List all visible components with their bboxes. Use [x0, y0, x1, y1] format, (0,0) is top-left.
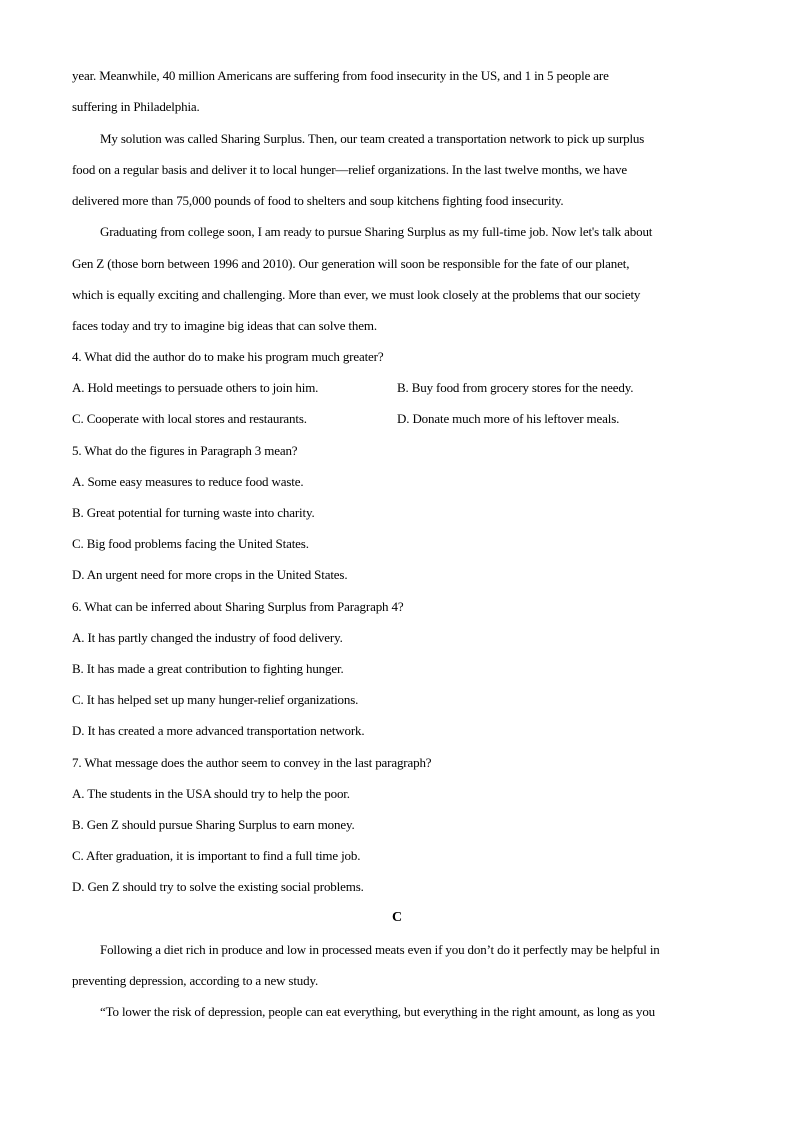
paragraph-line: year. Meanwhile, 40 million Americans are suffering from food insecurity in the US, and 1 in 5 people are — [72, 68, 609, 83]
paragraph-line: which is equally exciting and challenging. More than ever, we must look closely at the problems that our society — [72, 287, 641, 302]
option-d: D. Gen Z should try to solve the existing social problems. — [72, 879, 364, 894]
option-a: A. Hold meetings to persuade others to join him. — [72, 380, 319, 395]
paragraph-line: delivered more than 75,000 pounds of food to shelters and soup kitchens fighting food insecurity. — [72, 193, 564, 208]
paragraph-line: suffering in Philadelphia. — [72, 99, 200, 114]
option-c: C. Big food problems facing the United States. — [72, 536, 309, 551]
option-a: A. The students in the USA should try to help the poor. — [72, 786, 350, 801]
paragraph-line: Following a diet rich in produce and low in processed meats even if you don’t do it perfectly may be helpful in — [100, 942, 660, 957]
option-c: C. Cooperate with local stores and restaurants. — [72, 411, 307, 426]
option-d: D. It has created a more advanced transportation network. — [72, 723, 365, 738]
paragraph-line: preventing depression, according to a new study. — [72, 973, 319, 988]
paragraph-line: food on a regular basis and deliver it to local hunger—relief organizations. In the last twelve months, we have — [72, 162, 627, 177]
option-a: A. Some easy measures to reduce food waste. — [72, 474, 304, 489]
option-d: D. An urgent need for more crops in the United States. — [72, 567, 348, 582]
question-stem: 4. What did the author do to make his program much greater? — [72, 349, 384, 364]
option-a: A. It has partly changed the industry of food delivery. — [72, 630, 343, 645]
question-stem: 6. What can be inferred about Sharing Surplus from Paragraph 4? — [72, 599, 404, 614]
option-c: C. It has helped set up many hunger-relief organizations. — [72, 692, 359, 707]
section-heading: C — [392, 910, 402, 925]
option-b: B. Buy food from grocery stores for the needy. — [397, 380, 634, 395]
option-c: C. After graduation, it is important to find a full time job. — [72, 848, 361, 863]
paragraph-line: Gen Z (those born between 1996 and 2010). Our generation will soon be responsible for the fate of our planet, — [72, 256, 630, 271]
paragraph-line: “To lower the risk of depression, people can eat everything, but everything in the right amount, as long as you — [100, 1004, 656, 1019]
question-stem: 7. What message does the author seem to convey in the last paragraph? — [72, 755, 432, 770]
question-stem: 5. What do the figures in Paragraph 3 mean? — [72, 443, 298, 458]
option-b: B. It has made a great contribution to fighting hunger. — [72, 661, 344, 676]
option-d: D. Donate much more of his leftover meals. — [397, 411, 620, 426]
paragraph-line: My solution was called Sharing Surplus. Then, our team created a transportation network to pick up surplus — [100, 131, 645, 146]
option-b: B. Great potential for turning waste into charity. — [72, 505, 315, 520]
option-b: B. Gen Z should pursue Sharing Surplus to earn money. — [72, 817, 355, 832]
paragraph-line: Graduating from college soon, I am ready to pursue Sharing Surplus as my full-time job. Now let's talk about — [100, 224, 653, 239]
paragraph-line: faces today and try to imagine big ideas that can solve them. — [72, 318, 377, 333]
